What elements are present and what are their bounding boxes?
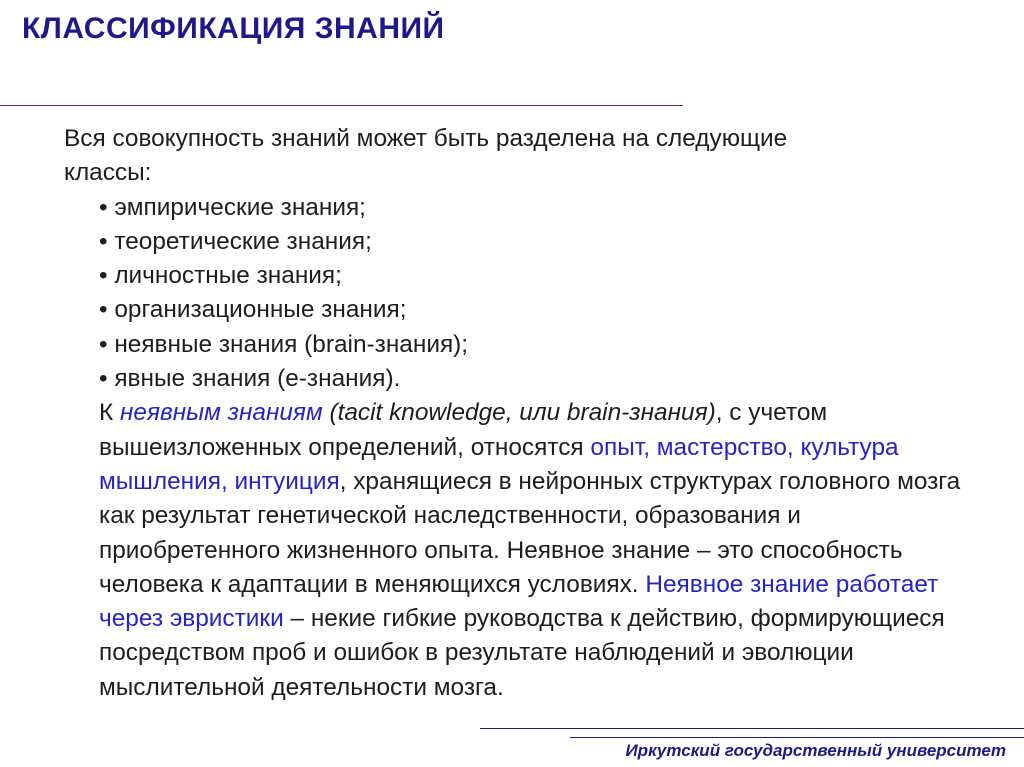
list-item: • неявные знания (brain-знания);	[99, 330, 469, 358]
paragraph-text: , с учетом вышеизложенных определений, относятся	[99, 399, 828, 461]
title-divider	[0, 105, 683, 106]
paragraph-text: (tacit knowledge, или brain-знания)	[322, 399, 716, 427]
paragraph-text: К	[99, 399, 120, 427]
intro-text	[64, 122, 964, 191]
highlight-phrase: Неявное знание работает через эвристики	[99, 570, 939, 633]
list-item: • эмпирические знания;	[99, 193, 366, 221]
highlight-phrase: опыт, мастерство, культура мышления, интуиция	[99, 433, 899, 495]
intro-line: Вся совокупность знаний может быть разделена на следующие	[64, 125, 788, 152]
paragraph-text: – некие гибкие руководства к действию, формирующиеся посредством проб и ошибок в результате наблюдений и эволюции мыслительной деятельности мозга.	[99, 605, 945, 701]
intro-line-cont: классы:	[64, 159, 152, 187]
slide-body	[64, 122, 964, 705]
list-item: • личностные знания;	[99, 262, 342, 290]
slide-title: КЛАССИФИКАЦИЯ ЗНАНИЙ	[22, 12, 445, 45]
university-footer: Иркутский государственный университет	[625, 741, 1006, 760]
tacit-knowledge-paragraph	[64, 396, 964, 705]
list-item: • организационные знания;	[99, 296, 407, 324]
paragraph-text: , хранящиеся в нейронных структурах головного мозга как результат генетической наследственности, образования и приобретенного жизненного опыта. Неявное знание – это способность человека к адаптации в меняющихся условиях.	[99, 467, 961, 598]
list-item: • теоретические знания;	[99, 227, 372, 255]
footer-divider	[480, 728, 1024, 729]
list-item: • явные знания (е-знания).	[99, 365, 401, 393]
footer-divider	[570, 737, 1024, 738]
knowledge-class-list	[64, 191, 964, 397]
highlight-term: неявным знаниям	[120, 399, 323, 427]
